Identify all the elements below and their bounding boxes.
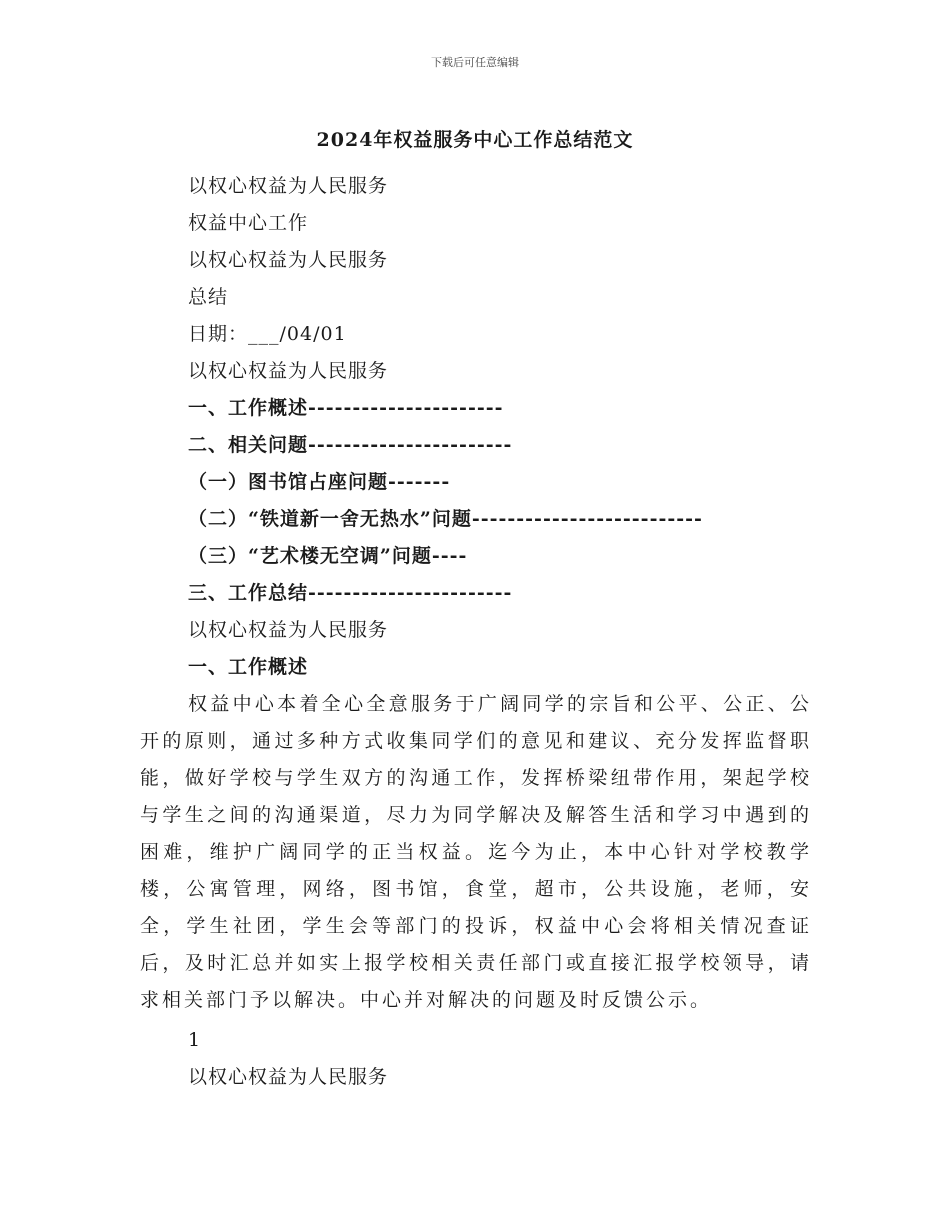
toc-item: （二）“铁道新一舍无热水”问题-------------------------- <box>188 508 703 530</box>
footer-motto: 以权心权益为人民服务 <box>188 1066 389 1088</box>
date-line: 日期：___/04/01 <box>188 323 347 345</box>
motto-line: 以权心权益为人民服务 <box>188 360 389 382</box>
section-heading: 一、工作概述 <box>188 656 309 678</box>
document-title: 2024年权益服务中心工作总结范文 <box>316 129 634 151</box>
toc-item: （一）图书馆占座问题------- <box>188 471 451 493</box>
motto-line: 以权心权益为人民服务 <box>188 175 389 197</box>
subtitle-line: 权益中心工作 <box>188 212 309 234</box>
page-header: 下载后可任意编辑 <box>431 56 519 69</box>
page-number: 1 <box>188 1029 201 1051</box>
summary-line: 总结 <box>188 286 229 308</box>
toc-item: 一、工作概述---------------------- <box>188 397 504 419</box>
motto-line: 以权心权益为人民服务 <box>188 249 389 271</box>
toc-item: 二、相关问题----------------------- <box>188 434 513 456</box>
motto-line: 以权心权益为人民服务 <box>188 619 389 641</box>
toc-item: （三）“艺术楼无空调”问题---- <box>188 545 468 567</box>
body-paragraph: 权益中心本着全心全意服务于广阔同学的宗旨和公平、公正、公开的原则，通过多种方式收集同学们的意见和建议、充分发挥监督职能，做好学校与学生双方的沟通工作，发挥桥梁纽带作用，架起学校与学生之间的沟通渠道，尽力为同学解决及解答生活和学习中遇到的困难，维护广阔同学的正当权益。迄今为止，本中心针对学校教学楼，公寓管理，网络，图书馆，食堂，超市，公共设施，老师，安全，学生社团，学生会等部门的投诉，权益中心会将相关情况查证后，及时汇总并如实上报学校相关责任部门或直接汇报学校领导，请求相关部门予以解决。中心并对解决的问题及时反馈公示。 <box>140 693 812 1011</box>
toc-item: 三、工作总结----------------------- <box>188 582 513 604</box>
